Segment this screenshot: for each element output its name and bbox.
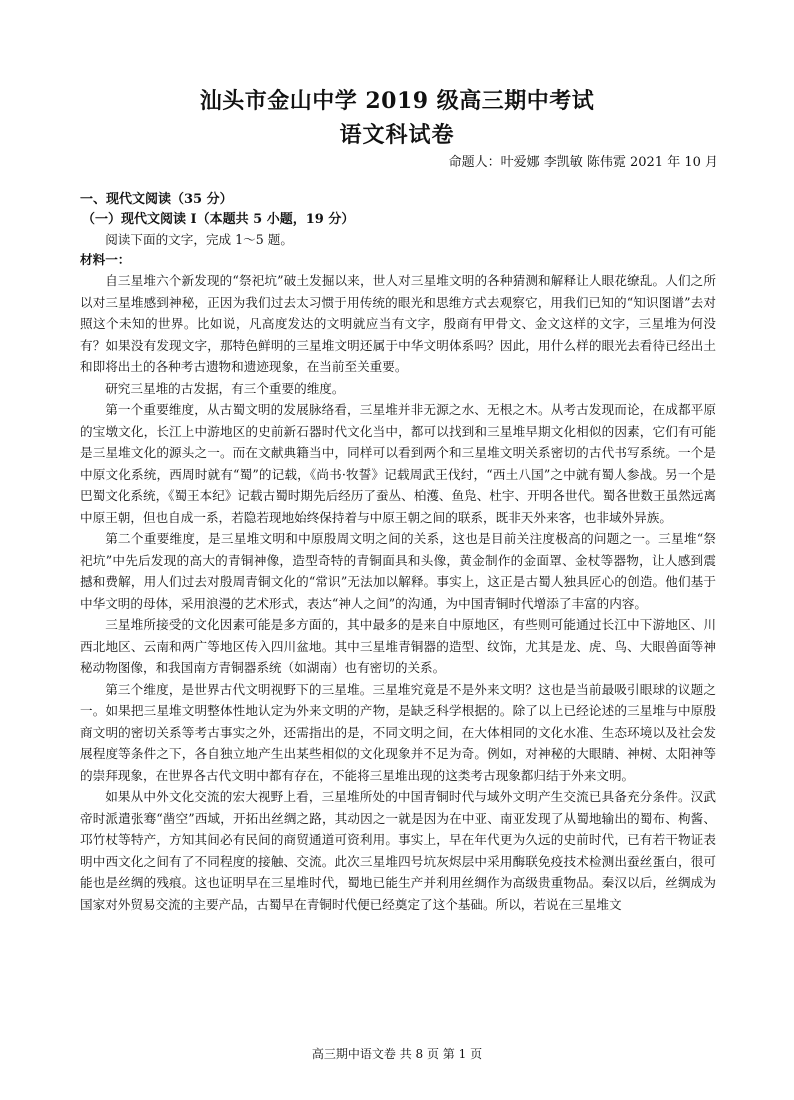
subsection-heading: （一）现代文阅读 I（本题共 5 小题，19 分） [82, 212, 355, 227]
passage-paragraph: 自三星堆六个新发现的“祭祀坑”破土发掘以来，世人对三星堆文明的各种猜测和解释让人眼花缭乱。人们之所以对三星堆感到神秘，正因为我们过去太习惯于用传统的眼光和思维方式去观察它，用我们已知的“知识图谱”去对照这个未知的世界。比如说，凡高度发达的文明就应当有文字，殷商有甲骨文、金文这样的文字，三星堆为何没有？如果没有发现文字，那特色鲜明的三星堆文明还属于中华文明体系吗？因此，用什么样的眼光去看待已经出土和即将出土的各种考古遗物和遗迹现象，在当前至关重要。 [80, 273, 716, 374]
passage-paragraph: 第一个重要维度，从古蜀文明的发展脉络看，三星堆并非无源之水、无根之木。从考古发现而论，在成都平原的宝墩文化，长江上中游地区的史前新石器时代文化当中，都可以找到和三星堆早期文化相似的因素，它们有可能是三星堆文化的源头之一。而在文献典籍当中，同样可以看到两个和三星堆文明关系密切的古代书写系统。一个是中原文化系统，西周时就有“蜀”的记载，《尚书·牧誓》记载周武王伐纣，“西土八国”之中就有蜀人参战。另一个是巴蜀文化系统，《蜀王本纪》记载古蜀时期先后经历了蚕丛、柏濩、鱼凫、杜宇、开明各世代。蜀各世数王虽然远离中原王朝，但也自成一系，若隐若现地始终保持着与中原王朝之间的联系，既非天外来客，也非域外异族。 [80, 402, 716, 525]
passage-paragraph: 三星堆所接受的文化因素可能是多方面的，其中最多的是来自中原地区，有些则可能通过长江中下游地区、川西北地区、云南和两广等地区传入四川盆地。其中三星堆青铜器的造型、纹饰，尤其是龙、虎、鸟、大眼兽面等神秘动物图像，和我国南方青铜器系统（如湖南）也有密切的关系。 [80, 617, 716, 675]
passage-paragraph: 第二个重要维度，是三星堆文明和中原殷周文明之间的关系，这也是目前关注度极高的问题之一。三星堆“祭祀坑”中先后发现的高大的青铜神像，造型奇特的青铜面具和头像，黄金制作的金面罩、金杖等器物，让人感到震撼和费解，用人们过去对殷周青铜文化的“常识”无法加以解释。事实上，这正是古蜀人独具匠心的创造。他们基于中华文明的母体，采用浪漫的艺术形式，表达“神人之间”的沟通，为中国青铜时代增添了丰富的内容。 [80, 531, 716, 611]
section-heading: 一、现代文阅读（35 分） [80, 192, 233, 207]
exam-subject-title: 语文科试卷 [339, 122, 455, 148]
author-line: 命题人：叶爱娜 李凯敏 陈伟霓 2021 年 10 月 [448, 155, 718, 170]
reading-instruction: 阅读下面的文字，完成 1～5 题。 [105, 232, 293, 247]
exam-body [80, 190, 716, 915]
passage-paragraph: 第三个维度，是世界古代文明视野下的三星堆。三星堆究竟是不是外来文明？这也是当前最吸引眼球的议题之一。如果把三星堆文明整体性地认定为外来文明的产物，是缺乏科学根据的。除了以上已经论述的三星堆与中原殷商文明的密切关系等考古事实之外，还需指出的是，不同文明之间，在大体相同的文化水准、生态环境以及社会发展程度等条件之下，各自独立地产生出某些相似的文化现象并不足为奇。例如，对神秘的大眼睛、神树、太阳神等的崇拜现象，在世界各古代文明中都有存在，不能将三星堆出现的这类考古现象都归结于外来文明。 [80, 681, 716, 783]
page-footer: 高三期中语文卷 共 8 页 第 1 页 [311, 1047, 483, 1061]
material-label: 材料一： [80, 252, 131, 267]
exam-title: 汕头市金山中学 2019 级高三期中考试 [199, 88, 595, 114]
passage-paragraph: 研究三星堆的古发据，有三个重要的维度。 [105, 380, 345, 396]
passage-paragraph: 如果从中外文化交流的宏大视野上看，三星堆所处的中国青铜时代与域外文明产生交流已具备充分条件。汉武帝时派遣张骞“凿空”西域，开拓出丝绸之路，其动因之一就是因为在中亚、南亚发现了从蜀地输出的蜀布、枸酱、邛竹杖等特产，方知其间必有民间的商贸通道可资利用。事实上，早在年代更为久远的史前时代，已有若干物证表明中西文化之间有了不同程度的接触、交流。此次三星堆四号坑灰烬层中采用酶联免疫技术检测出蚕丝蛋白，很可能也是丝绸的残痕。这也证明早在三星堆时代，蜀地已能生产并利用丝绸作为高级贵重物品。秦汉以后，丝绸成为国家对外贸易交流的主要产品，古蜀早在青铜时代便已经奠定了这个基础。所以，若说在三星堆文 [80, 789, 716, 912]
